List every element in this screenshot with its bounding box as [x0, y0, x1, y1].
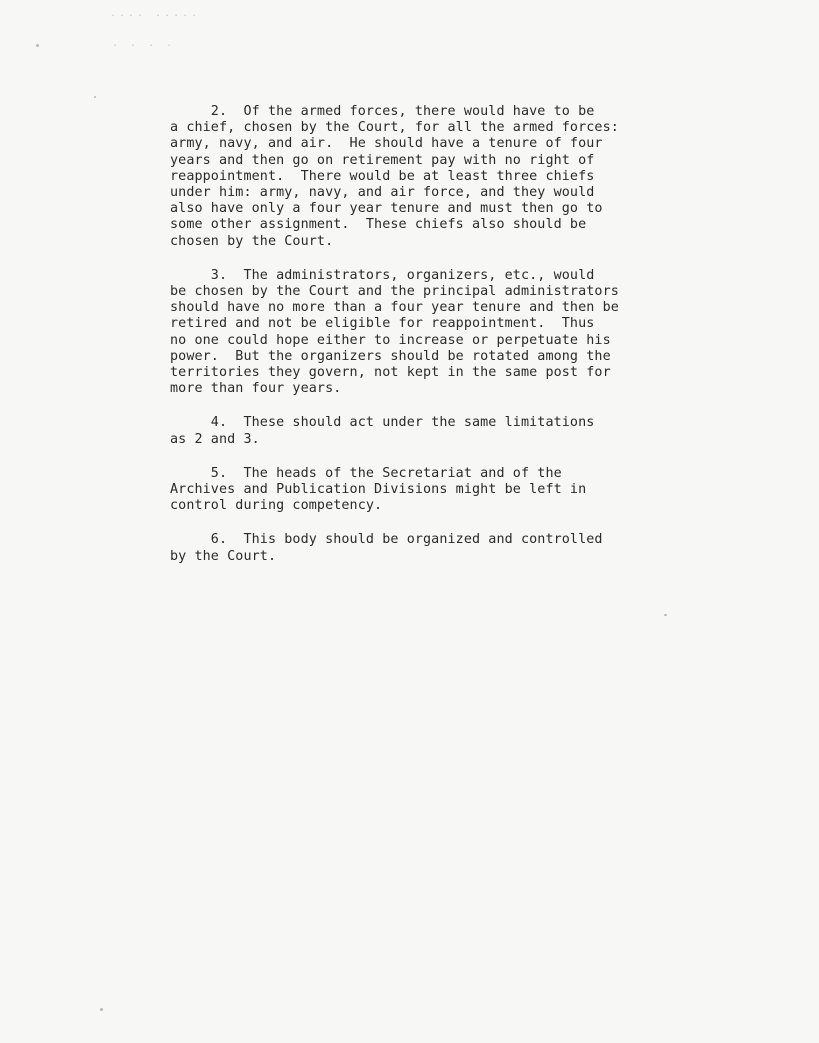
show-through-marks: .... .....: [110, 8, 201, 19]
paragraph-3: [170, 415, 730, 447]
paragraph-1: [170, 104, 730, 250]
paper-speck: [94, 96, 96, 98]
paper-speck: [664, 614, 667, 616]
text-line: Archives and Publication Divisions might be left in: [170, 482, 587, 498]
text-line: also have only a four year tenure and must then go to: [170, 201, 603, 217]
paper-speck: [100, 1008, 103, 1011]
text-line: under him: army, navy, and air force, and they would: [170, 185, 595, 201]
text-line: army, navy, and air. He should have a tenure of four: [170, 136, 603, 152]
text-line: territories they govern, not kept in the same post for: [170, 365, 611, 381]
text-line: more than four years.: [170, 381, 342, 397]
text-line: years and then go on retirement pay with no right of: [170, 152, 595, 168]
text-line: reappointment. There would be at least three chiefs: [170, 168, 595, 184]
text-line: as 2 and 3.: [170, 431, 260, 447]
paragraph-4: [170, 466, 730, 515]
text-line: control during competency.: [170, 498, 383, 514]
text-line: by the Court.: [170, 548, 277, 564]
text-line: 2. Of the armed forces, there would have to be: [170, 104, 595, 119]
text-line: power. But the organizers should be rotated among the: [170, 348, 611, 364]
text-line: no one could hope either to increase or perpetuate his: [170, 332, 611, 348]
text-line: 6. This body should be organized and controlled: [170, 532, 603, 548]
text-line: some other assignment. These chiefs also should be: [170, 217, 587, 233]
text-line: be chosen by the Court and the principal administrators: [170, 284, 619, 300]
text-line: 4. These should act under the same limitations: [170, 415, 595, 431]
text-line: chosen by the Court.: [170, 233, 334, 249]
text-line: a chief, chosen by the Court, for all the armed forces:: [170, 120, 619, 136]
paragraph-5: [170, 532, 730, 564]
text-line: should have no more than a four year tenure and then be: [170, 300, 619, 316]
typed-body: [170, 104, 730, 583]
paper-speck: [36, 44, 39, 47]
text-line: retired and not be eligible for reappointment. Thus: [170, 316, 595, 332]
show-through-marks: . . . .: [112, 38, 176, 49]
text-line: 3. The administrators, organizers, etc., would: [170, 267, 595, 283]
paragraph-2: [170, 268, 730, 398]
text-line: 5. The heads of the Secretariat and of the: [170, 465, 562, 481]
